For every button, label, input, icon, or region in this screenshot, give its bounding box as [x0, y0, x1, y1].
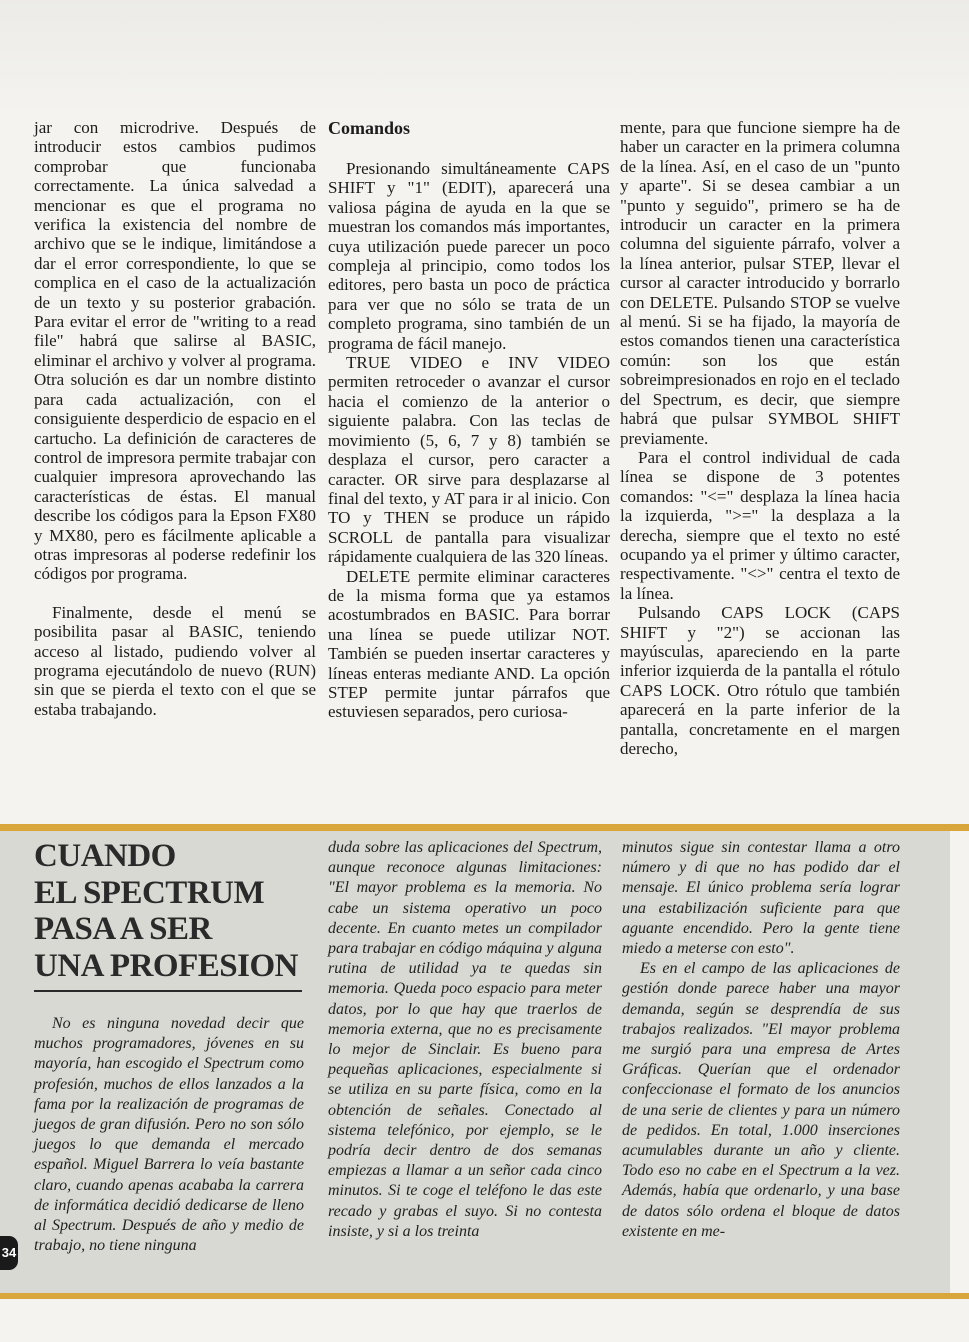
- box-column-1: [34, 1014, 304, 1256]
- headline-line: EL SPECTRUM: [34, 874, 265, 911]
- headline-divider: [34, 990, 302, 992]
- article-paragraph: Pulsando CAPS LOCK (CAPS SHIFT y "2") se accionan las mayúsculas, apareciendo en la parte inferior izquierda de la pantalla el rótulo CAPS LOCK. Otro rótulo que también aparecerá en la parte inferior de la pantalla, concretamente en el margen derecho,: [620, 603, 900, 758]
- article-column-1: [34, 118, 316, 719]
- article-paragraph: jar con microdrive. Después de introducir estos cambios pudimos comprobar que funcionaba correctamente. La única salvedad a mencionar es que el programa no verifica la existencia del nombre de archivo que se le indique, limitándose a dar el error correspondiente, lo que se complica en el caso de la actualización de un texto y su posterior grabación. Para evitar el error de "writing to a read file" habrá que salirse al BASIC, eliminar el archivo y volver al programa. Otra solución es dar un nombre distinto para cada actualización, con el consiguiente desperdicio de espacio en el cartucho. La definición de caracteres de control de impresora permite trabajar con cualquier impresora aprovechando las características de éstas. El manual describe los códigos para la Epson FX80 y MX80, pero es fácilmente aplicable a otras impresoras al poderse redefinir los códigos por programa.: [34, 118, 316, 584]
- headline-line: CUANDO: [34, 838, 176, 874]
- box-top-rule: [0, 824, 969, 831]
- section-heading: Comandos: [328, 118, 411, 138]
- page-number-badge: 34: [0, 1236, 18, 1270]
- article-paragraph: DELETE permite eliminar caracteres de la misma forma que ya estamos acostumbrados en BASIC. Para borrar una línea se puede utilizar NOT. También se pueden insertar caracteres y líneas enteras mediante AND. La opción STEP permite juntar párrafos que estuviesen separados, pero curiosa-: [328, 566, 610, 722]
- article-paragraph: Finalmente, desde el menú se posibilita pasar al BASIC, teniendo acceso al listado, pudiendo volver al programa ejecutándolo de nuevo (RUN) sin que se pierda el texto con el que se estaba trabajando.: [34, 602, 316, 719]
- box-paragraph: minutos sigue sin contestar llama a otro número y di que no has podido dar el mensaje. El único problema sería lograr una estabilización suficiente para que aguante encendido. Pero la gente tiene miedo a meterse con esto".: [622, 839, 900, 958]
- box-paragraph: duda sobre las aplicaciones del Spectrum, aunque reconoce algunas limitaciones: "El mayor problema es la memoria. No cabe un sistema operativo un poco decente. En cuanto metes un compilador para trabajar en código máquina y alguna rutina de utilidad ya te quedas sin memoria. Queda poco espacio para meter datos, por lo que hay que traerlos de memoria externa, que no es precisamente lo mejor de Sinclair. Es bueno para pequeñas aplicaciones, especialmente si se utiliza en su parte física, como en la obtención de señales. Conectado al sistema telefónico, por ejemplo, se le podría decir dentro de dos semanas empiezas a llamar a un señor cada cinco minutos. Si te coge el teléfono le das este recado y grabas el suyo. Si no contesta insiste, y si a los treinta: [328, 839, 602, 1240]
- box-paragraph: No es ninguna novedad decir que muchos programadores, jóvenes en su mayoría, han escogido el Spectrum como profesión, muchos de ellos lanzados a la fama por la realización de programas de juegos de gran difusión. Pero no son sólo juegos lo que demanda el mercado español. Miguel Barrera lo veía bastante claro, cuando apenas acababa la carrera de informática decidió dedicarse de lleno al Spectrum. Después de año y medio de trabajo, no tiene ninguna: [34, 1015, 304, 1255]
- article-paragraph: Presionando simultáneamente CAPS SHIFT y "1" (EDIT), aparecerá una valiosa página de ayuda en la que se muestran los comandos más importantes, cuya utilización puede parecer un poco compleja al principio, como todos los editores, pero basta un poco de práctica para ver que no sólo se trata de un completo programa, sino también de un programa de fácil manejo.: [328, 159, 610, 353]
- article-paragraph: TRUE VIDEO e INV VIDEO permiten retroceder o avanzar el cursor hacia el comienzo de la anterior o siguiente palabra. Con las teclas de movimiento (5, 6, 7 y 8) también se desplaza el cursor, pero caracter a caracter. OR sirve para desplazarse al final del texto, y AT para ir al inicio. Con TO y THEN se produce un rápido SCROLL de pantalla para visualizar rápidamente cualquiera de las 320 líneas.: [328, 353, 610, 567]
- headline-line: UNA PROFESION: [34, 947, 298, 984]
- box-right-margin: [950, 831, 969, 1293]
- box-column-2: [328, 838, 602, 1242]
- article-paragraph: mente, para que funcione siempre ha de haber un caracter en la primera columna de la línea. Así, en el caso de un "punto y aparte". Si se desea cambiar a un "punto y seguido", primero se ha de introducir un caracter en la primera columna del siguiente párrafo, volver a la línea anterior, pulsar STEP, llevar el cursor al caracter introducido y borrarlo con DELETE. Pulsando STOP se vuelve al menú. Si se ha fijado, la mayoría de estos comandos tienen una característica común: son los que están sobreimpresionados en rojo en el teclado del Spectrum, es decir, que siempre habrá que pulsar SYMBOL SHIFT previamente.: [620, 118, 900, 448]
- page-top-margin: [0, 0, 969, 112]
- box-paragraph: Es en el campo de las aplicaciones de gestión donde parece haber una mayor demanda, según se desprendía de sus trabajos realizados. "El mayor problema me surgió para una empresa de Artes Gráficas. Querían que el ordenador confeccionase el formato de los anuncios de una serie de clientes y para un número de pedidos. En total, 1.000 inserciones acumulables durante un año y cliente. Todo eso no cabe en el Spectrum a la vez. Además, había que ordenarlo, y una base de datos sólo ordena el bloque de datos existente en me-: [622, 960, 900, 1240]
- article-column-2: [328, 118, 610, 722]
- page-bottom-margin: [0, 1299, 969, 1342]
- headline-line: PASA A SER: [34, 911, 212, 947]
- article-paragraph: Para el control individual de cada línea se dispone de 3 potentes comandos: "<=" desplaza la línea hacia la izquierda, ">=" la desplaza a la derecha, siempre que el texto no esté ocupando ya el primer y último caracter, respectivamente. "<>" centra el texto de la línea.: [620, 447, 900, 603]
- article-column-3: [620, 118, 900, 758]
- box-column-3: [622, 838, 900, 1242]
- box-headline: [34, 838, 304, 984]
